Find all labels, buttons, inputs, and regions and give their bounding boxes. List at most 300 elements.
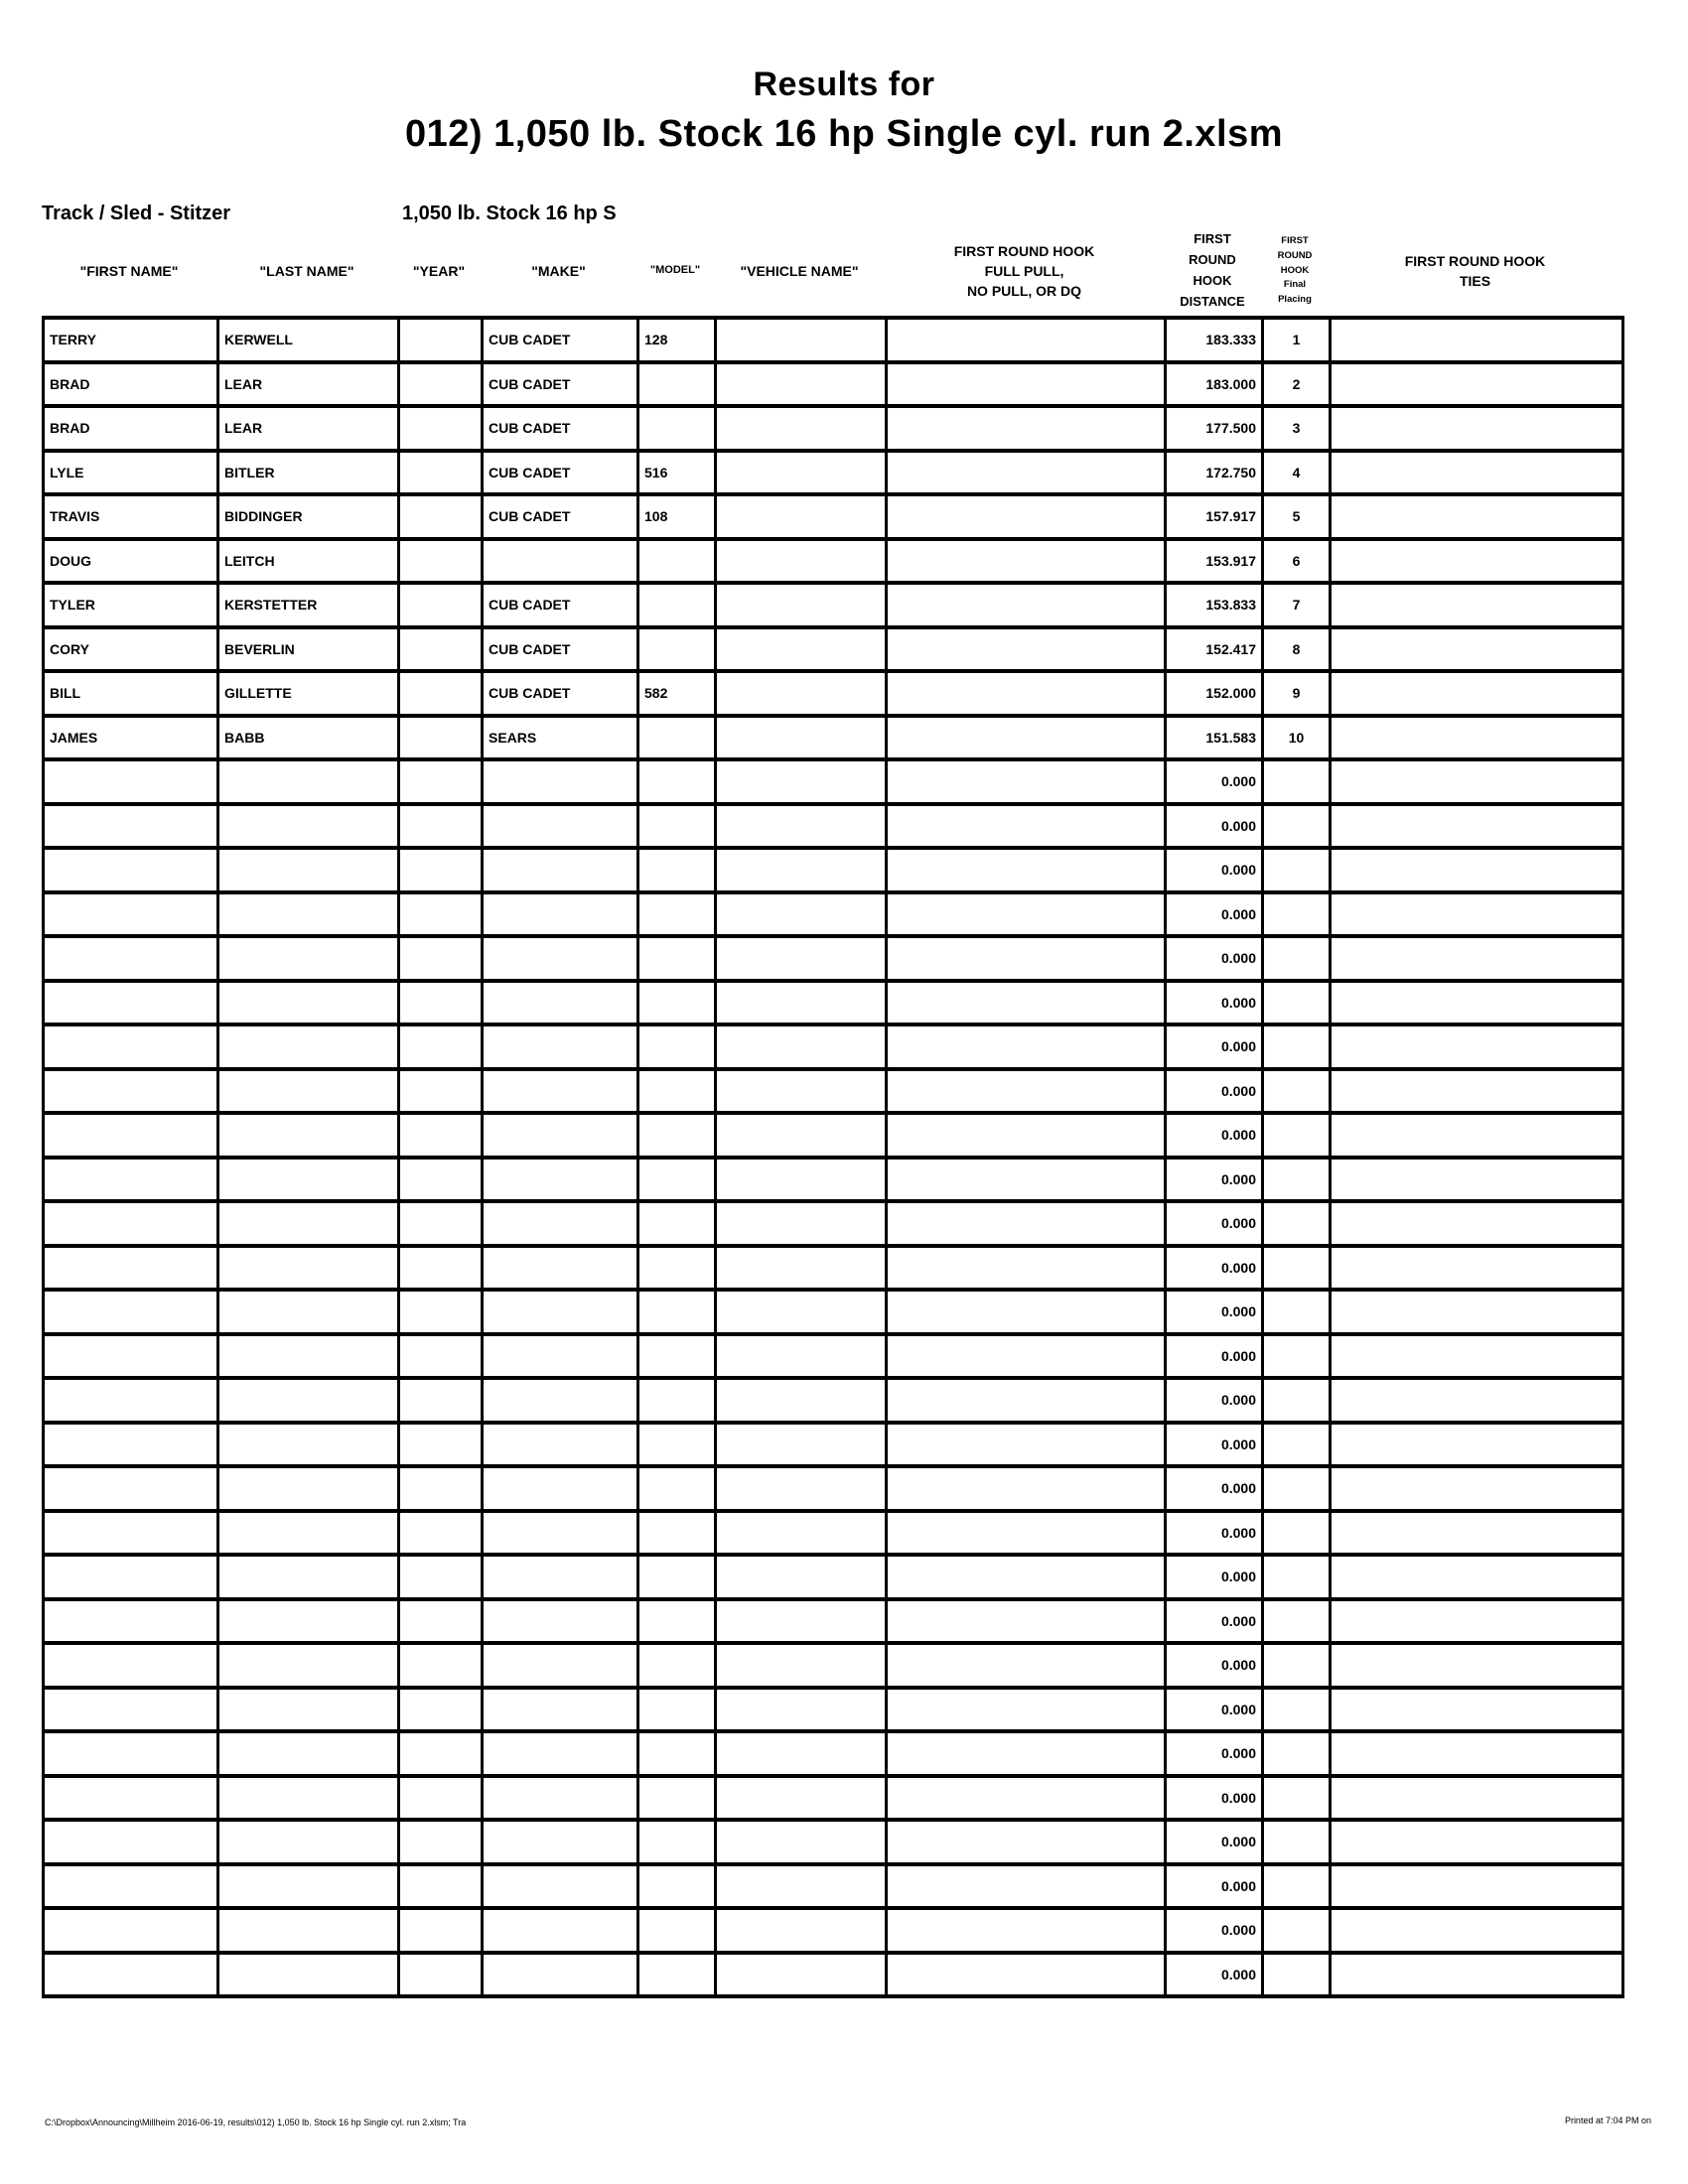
cell-model [638, 627, 716, 672]
results-table [42, 316, 1624, 1998]
cell-year [399, 362, 483, 407]
cell-last_name [218, 936, 399, 981]
cell-distance: 0.000 [1166, 981, 1263, 1025]
cell-year [399, 1511, 483, 1556]
cell-model [638, 1820, 716, 1864]
cell-make [483, 804, 638, 849]
table-row [44, 1378, 1623, 1423]
cell-vehicle_name [716, 981, 887, 1025]
cell-vehicle_name [716, 804, 887, 849]
cell-make [483, 1864, 638, 1909]
cell-vehicle_name [716, 1864, 887, 1909]
cell-make [483, 1113, 638, 1158]
cell-make [483, 1290, 638, 1334]
cell-make: CUB CADET [483, 451, 638, 495]
cell-ties [1331, 451, 1623, 495]
cell-year [399, 936, 483, 981]
cell-last_name: KERWELL [218, 318, 399, 362]
column-header-full_pull: FIRST ROUND HOOK FULL PULL, NO PULL, OR DQ [953, 242, 1095, 300]
cell-first_name: TRAVIS [44, 494, 218, 539]
cell-first_name [44, 1864, 218, 1909]
cell-vehicle_name [716, 1069, 887, 1114]
cell-ties [1331, 1776, 1623, 1821]
cell-ties [1331, 1511, 1623, 1556]
cell-distance: 0.000 [1166, 1688, 1263, 1732]
cell-model [638, 892, 716, 937]
cell-vehicle_name [716, 671, 887, 716]
cell-first_name [44, 1423, 218, 1467]
cell-full_pull [887, 1555, 1166, 1599]
cell-last_name [218, 804, 399, 849]
cell-vehicle_name [716, 451, 887, 495]
cell-vehicle_name [716, 1113, 887, 1158]
cell-model [638, 1423, 716, 1467]
cell-model [638, 1555, 716, 1599]
cell-model [638, 1599, 716, 1644]
cell-model [638, 1864, 716, 1909]
cell-first_name: CORY [44, 627, 218, 672]
cell-full_pull [887, 892, 1166, 937]
cell-model: 516 [638, 451, 716, 495]
table-row [44, 759, 1623, 804]
cell-year [399, 451, 483, 495]
cell-vehicle_name [716, 1511, 887, 1556]
cell-year [399, 981, 483, 1025]
cell-year [399, 1555, 483, 1599]
cell-model [638, 1688, 716, 1732]
cell-ties [1331, 494, 1623, 539]
cell-last_name [218, 759, 399, 804]
column-header-year: "YEAR" [412, 262, 466, 279]
cell-last_name [218, 1423, 399, 1467]
table-row [44, 494, 1623, 539]
cell-last_name [218, 1158, 399, 1202]
table-row [44, 1820, 1623, 1864]
cell-vehicle_name [716, 1731, 887, 1776]
table-row [44, 1953, 1623, 1997]
cell-placing: 3 [1263, 406, 1331, 451]
table-row [44, 1113, 1623, 1158]
cell-placing [1263, 1511, 1331, 1556]
cell-distance: 0.000 [1166, 1908, 1263, 1953]
cell-make [483, 539, 638, 584]
cell-first_name: TYLER [44, 583, 218, 627]
cell-last_name [218, 892, 399, 937]
cell-last_name: KERSTETTER [218, 583, 399, 627]
cell-first_name [44, 1820, 218, 1864]
cell-ties [1331, 539, 1623, 584]
cell-distance: 0.000 [1166, 1069, 1263, 1114]
class-name-label: 1,050 lb. Stock 16 hp S [402, 203, 617, 224]
column-header-vehicle_name: "VEHICLE NAME" [740, 262, 859, 279]
cell-year [399, 848, 483, 892]
cell-full_pull [887, 936, 1166, 981]
cell-full_pull [887, 318, 1166, 362]
cell-vehicle_name [716, 892, 887, 937]
cell-make [483, 1820, 638, 1864]
cell-distance: 0.000 [1166, 1290, 1263, 1334]
cell-distance: 0.000 [1166, 1201, 1263, 1246]
cell-placing: 4 [1263, 451, 1331, 495]
cell-last_name [218, 1334, 399, 1379]
cell-first_name [44, 1024, 218, 1069]
cell-make: CUB CADET [483, 671, 638, 716]
cell-make [483, 759, 638, 804]
cell-year [399, 892, 483, 937]
cell-full_pull [887, 759, 1166, 804]
cell-full_pull [887, 804, 1166, 849]
table-row [44, 583, 1623, 627]
cell-distance: 0.000 [1166, 1643, 1263, 1688]
cell-ties [1331, 1378, 1623, 1423]
table-row [44, 1201, 1623, 1246]
cell-ties [1331, 892, 1623, 937]
cell-distance: 0.000 [1166, 892, 1263, 937]
cell-last_name [218, 1069, 399, 1114]
cell-first_name: LYLE [44, 451, 218, 495]
cell-year [399, 1731, 483, 1776]
cell-distance: 0.000 [1166, 1024, 1263, 1069]
cell-vehicle_name [716, 1643, 887, 1688]
cell-distance: 153.917 [1166, 539, 1263, 584]
table-row [44, 716, 1623, 760]
cell-model [638, 936, 716, 981]
cell-full_pull [887, 539, 1166, 584]
cell-make: CUB CADET [483, 627, 638, 672]
cell-full_pull [887, 1599, 1166, 1644]
cell-distance: 153.833 [1166, 583, 1263, 627]
table-row [44, 406, 1623, 451]
cell-distance: 0.000 [1166, 1953, 1263, 1997]
cell-placing: 7 [1263, 583, 1331, 627]
cell-make [483, 1908, 638, 1953]
cell-year [399, 1069, 483, 1114]
cell-first_name: TERRY [44, 318, 218, 362]
cell-vehicle_name [716, 1246, 887, 1291]
table-row [44, 1555, 1623, 1599]
cell-full_pull [887, 627, 1166, 672]
cell-full_pull [887, 1864, 1166, 1909]
cell-ties [1331, 1864, 1623, 1909]
cell-placing [1263, 1423, 1331, 1467]
cell-ties [1331, 1334, 1623, 1379]
cell-full_pull [887, 1643, 1166, 1688]
cell-make [483, 1953, 638, 1997]
cell-vehicle_name [716, 1024, 887, 1069]
cell-year [399, 1246, 483, 1291]
cell-make: CUB CADET [483, 406, 638, 451]
cell-distance: 0.000 [1166, 1378, 1263, 1423]
cell-vehicle_name [716, 716, 887, 760]
cell-first_name [44, 1599, 218, 1644]
cell-model [638, 1776, 716, 1821]
cell-model: 108 [638, 494, 716, 539]
cell-distance: 0.000 [1166, 1423, 1263, 1467]
cell-year [399, 1776, 483, 1821]
cell-first_name [44, 1201, 218, 1246]
cell-vehicle_name [716, 936, 887, 981]
cell-first_name [44, 1688, 218, 1732]
cell-distance: 0.000 [1166, 848, 1263, 892]
cell-ties [1331, 1290, 1623, 1334]
table-row [44, 1511, 1623, 1556]
table-row [44, 936, 1623, 981]
cell-ties [1331, 1688, 1623, 1732]
cell-first_name: DOUG [44, 539, 218, 584]
cell-placing [1263, 1908, 1331, 1953]
cell-model [638, 1643, 716, 1688]
cell-year [399, 1466, 483, 1511]
cell-placing [1263, 1864, 1331, 1909]
cell-full_pull [887, 583, 1166, 627]
cell-placing [1263, 981, 1331, 1025]
cell-year [399, 1688, 483, 1732]
cell-year [399, 406, 483, 451]
cell-year [399, 583, 483, 627]
cell-model [638, 362, 716, 407]
column-header-distance: FIRST ROUND HOOK DISTANCE [1180, 231, 1245, 309]
cell-distance: 0.000 [1166, 1466, 1263, 1511]
cell-year [399, 716, 483, 760]
cell-model [638, 1334, 716, 1379]
cell-ties [1331, 406, 1623, 451]
cell-ties [1331, 1201, 1623, 1246]
cell-last_name [218, 981, 399, 1025]
cell-full_pull [887, 671, 1166, 716]
cell-last_name [218, 1643, 399, 1688]
cell-make [483, 1378, 638, 1423]
cell-full_pull [887, 1158, 1166, 1202]
file-title: 012) 1,050 lb. Stock 16 hp Single cyl. run 2.xlsm [404, 113, 1284, 155]
cell-ties [1331, 1599, 1623, 1644]
cell-placing: 1 [1263, 318, 1331, 362]
cell-model: 128 [638, 318, 716, 362]
cell-model [638, 804, 716, 849]
cell-year [399, 494, 483, 539]
cell-full_pull [887, 1246, 1166, 1291]
cell-distance: 172.750 [1166, 451, 1263, 495]
cell-vehicle_name [716, 1290, 887, 1334]
cell-full_pull [887, 1290, 1166, 1334]
cell-full_pull [887, 1776, 1166, 1821]
cell-placing: 8 [1263, 627, 1331, 672]
cell-year [399, 1334, 483, 1379]
cell-first_name: BRAD [44, 362, 218, 407]
cell-make: SEARS [483, 716, 638, 760]
cell-full_pull [887, 1024, 1166, 1069]
table-row [44, 539, 1623, 584]
cell-year [399, 318, 483, 362]
table-row [44, 1423, 1623, 1467]
cell-make [483, 1334, 638, 1379]
table-row [44, 1024, 1623, 1069]
table-row [44, 1466, 1623, 1511]
cell-ties [1331, 759, 1623, 804]
cell-last_name [218, 1776, 399, 1821]
cell-ties [1331, 1246, 1623, 1291]
cell-distance: 0.000 [1166, 1731, 1263, 1776]
cell-vehicle_name [716, 583, 887, 627]
cell-distance: 0.000 [1166, 804, 1263, 849]
cell-distance: 0.000 [1166, 1334, 1263, 1379]
footer-printed-at: Printed at 7:04 PM on [1564, 2116, 1651, 2125]
cell-last_name: BIDDINGER [218, 494, 399, 539]
cell-year [399, 1908, 483, 1953]
cell-model [638, 1158, 716, 1202]
cell-year [399, 1158, 483, 1202]
column-header-model: "MODEL" [649, 264, 701, 277]
table-row [44, 1908, 1623, 1953]
cell-model [638, 1201, 716, 1246]
cell-distance: 0.000 [1166, 1555, 1263, 1599]
table-row [44, 318, 1623, 362]
cell-first_name [44, 1776, 218, 1821]
cell-year [399, 1423, 483, 1467]
cell-ties [1331, 1158, 1623, 1202]
cell-ties [1331, 1423, 1623, 1467]
cell-distance: 157.917 [1166, 494, 1263, 539]
cell-year [399, 804, 483, 849]
cell-first_name [44, 1953, 218, 1997]
cell-last_name [218, 1511, 399, 1556]
table-row [44, 451, 1623, 495]
cell-make: CUB CADET [483, 583, 638, 627]
table-row [44, 1246, 1623, 1291]
cell-vehicle_name [716, 1466, 887, 1511]
cell-placing [1263, 1820, 1331, 1864]
cell-year [399, 1643, 483, 1688]
cell-last_name [218, 1731, 399, 1776]
cell-ties [1331, 583, 1623, 627]
cell-placing [1263, 936, 1331, 981]
cell-ties [1331, 671, 1623, 716]
cell-distance: 183.000 [1166, 362, 1263, 407]
cell-first_name [44, 1731, 218, 1776]
cell-ties [1331, 1643, 1623, 1688]
cell-vehicle_name [716, 1158, 887, 1202]
column-header-last_name: "LAST NAME" [259, 262, 354, 279]
cell-make [483, 1511, 638, 1556]
cell-full_pull [887, 451, 1166, 495]
cell-make [483, 1466, 638, 1511]
cell-placing [1263, 1246, 1331, 1291]
cell-first_name [44, 1466, 218, 1511]
cell-first_name [44, 1643, 218, 1688]
cell-last_name: LEAR [218, 362, 399, 407]
cell-last_name [218, 1864, 399, 1909]
cell-year [399, 1953, 483, 1997]
cell-vehicle_name [716, 759, 887, 804]
cell-ties [1331, 1466, 1623, 1511]
cell-full_pull [887, 1820, 1166, 1864]
cell-full_pull [887, 1113, 1166, 1158]
cell-placing [1263, 1378, 1331, 1423]
table-row [44, 362, 1623, 407]
cell-full_pull [887, 848, 1166, 892]
cell-distance: 0.000 [1166, 1820, 1263, 1864]
cell-first_name [44, 1555, 218, 1599]
cell-ties [1331, 318, 1623, 362]
cell-last_name [218, 1688, 399, 1732]
cell-ties [1331, 1908, 1623, 1953]
table-row [44, 1731, 1623, 1776]
cell-model: 582 [638, 671, 716, 716]
cell-last_name [218, 1599, 399, 1644]
cell-distance: 0.000 [1166, 1776, 1263, 1821]
table-row [44, 1643, 1623, 1688]
cell-full_pull [887, 1069, 1166, 1114]
cell-placing [1263, 892, 1331, 937]
cell-vehicle_name [716, 1953, 887, 1997]
cell-model [638, 981, 716, 1025]
cell-model [638, 1290, 716, 1334]
cell-last_name: BABB [218, 716, 399, 760]
cell-year [399, 671, 483, 716]
cell-placing [1263, 1599, 1331, 1644]
cell-model [638, 759, 716, 804]
cell-year [399, 1024, 483, 1069]
cell-last_name [218, 1246, 399, 1291]
cell-placing [1263, 1334, 1331, 1379]
track-sled-label: Track / Sled - Stitzer [42, 203, 231, 224]
cell-vehicle_name [716, 539, 887, 584]
cell-model [638, 716, 716, 760]
cell-placing [1263, 1643, 1331, 1688]
column-header-placing: FIRST ROUND HOOK Final Placing [1277, 235, 1313, 306]
cell-model [638, 1113, 716, 1158]
cell-last_name: GILLETTE [218, 671, 399, 716]
cell-vehicle_name [716, 1201, 887, 1246]
cell-full_pull [887, 494, 1166, 539]
cell-model [638, 406, 716, 451]
cell-full_pull [887, 1334, 1166, 1379]
cell-last_name: LEITCH [218, 539, 399, 584]
table-row [44, 1290, 1623, 1334]
cell-vehicle_name [716, 1776, 887, 1821]
cell-make [483, 1423, 638, 1467]
cell-make [483, 1599, 638, 1644]
cell-placing [1263, 1201, 1331, 1246]
cell-year [399, 539, 483, 584]
cell-distance: 0.000 [1166, 1599, 1263, 1644]
cell-model [638, 1246, 716, 1291]
cell-first_name [44, 936, 218, 981]
cell-distance: 0.000 [1166, 1113, 1263, 1158]
cell-vehicle_name [716, 848, 887, 892]
cell-ties [1331, 1953, 1623, 1997]
cell-last_name [218, 1953, 399, 1997]
cell-distance: 0.000 [1166, 936, 1263, 981]
cell-ties [1331, 1820, 1623, 1864]
cell-first_name [44, 1378, 218, 1423]
cell-vehicle_name [716, 1820, 887, 1864]
cell-placing [1263, 1688, 1331, 1732]
footer-file-path: C:\Dropbox\Announcing\Millheim 2016-06-19, results\012) 1,050 lb. Stock 16 hp Single cyl. run 2.xlsm; Tra [45, 2117, 467, 2127]
cell-model [638, 1466, 716, 1511]
cell-distance: 152.000 [1166, 671, 1263, 716]
cell-vehicle_name [716, 494, 887, 539]
cell-vehicle_name [716, 1908, 887, 1953]
cell-last_name [218, 1555, 399, 1599]
cell-make [483, 1069, 638, 1114]
cell-first_name [44, 981, 218, 1025]
cell-ties [1331, 1113, 1623, 1158]
table-row [44, 981, 1623, 1025]
cell-vehicle_name [716, 318, 887, 362]
cell-model [638, 539, 716, 584]
cell-placing [1263, 1113, 1331, 1158]
cell-distance: 0.000 [1166, 1864, 1263, 1909]
